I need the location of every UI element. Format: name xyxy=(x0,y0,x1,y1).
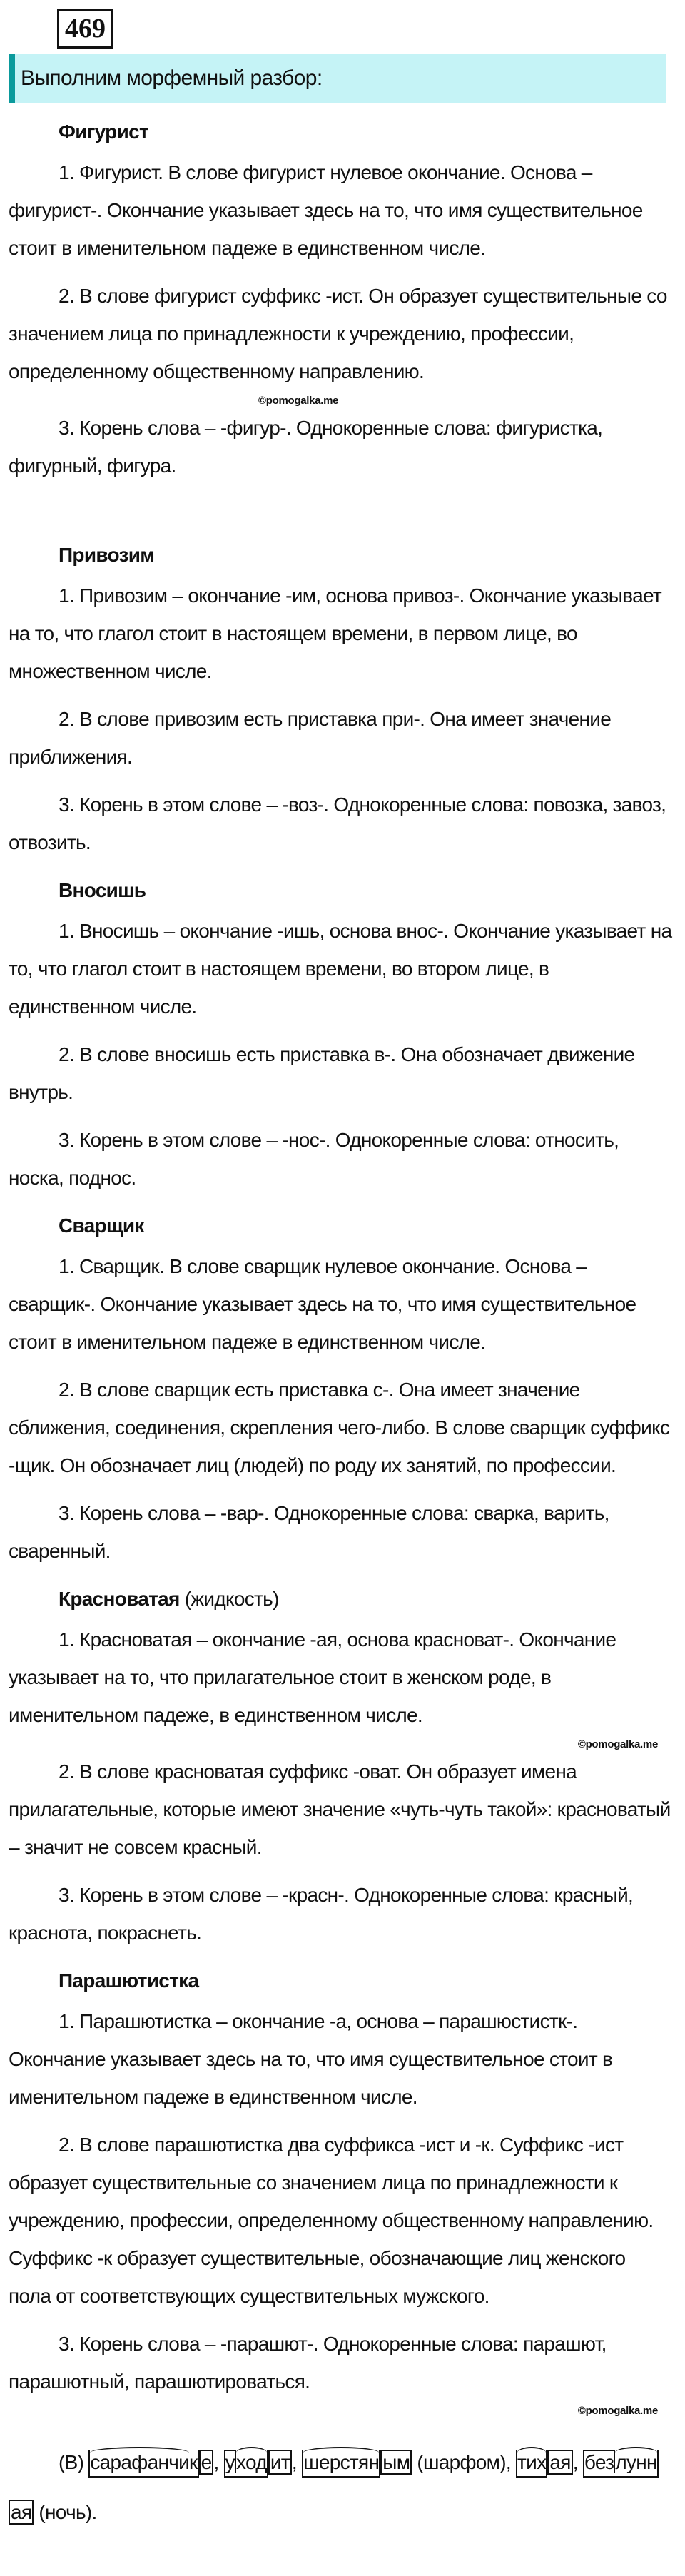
section-note: (жидкость) xyxy=(179,1588,279,1610)
word-tikhaya: тих xyxy=(516,2450,547,2478)
word-sarafanchike: сарафанчик xyxy=(88,2450,198,2478)
section-krasnovataya xyxy=(9,1580,672,1952)
word-uhodit: уход xyxy=(224,2450,268,2478)
exercise-number: 469 xyxy=(57,9,113,49)
paragraph: 3. Корень слова – -парашют-. Однокоренные слова: парашют, парашютный, парашютироваться. xyxy=(9,2333,607,2393)
paragraph: 1. Парашютистка – окончание -а, основа – парашюстистк-. Окончание указывает здесь на то, что имя существительное стоит в именительном падеже в единственном числе. xyxy=(9,2010,613,2108)
document-body xyxy=(9,107,672,2547)
paragraph: 3. Корень в этом слове – -красн-. Однокоренные слова: красный, краснота, покраснеть. xyxy=(9,1884,634,1944)
section-title: Сварщик xyxy=(59,1215,144,1237)
paragraph: 1. Вносишь – окончание -ишь, основа внос-. Окончание указывает на то, что глагол стоит в настоящем времени, во втором лице, в единственном числе. xyxy=(9,920,672,1018)
paragraph: 1. Привозим – окончание -им, основа привоз-. Окончание указывает на то, что глагол стоит в настоящем времени, в первом лице, во множественном числе. xyxy=(9,584,662,682)
paragraph: 2. В слове сварщик есть приставка с-. Она имеет значение сближения, соединения, скрепления чего-либо. В слове сварщик суффикс -щик. Он обозначает лиц (людей) по роду их занятий, по профессии. xyxy=(9,1379,670,1476)
section-title: Фигурист xyxy=(59,121,148,143)
word-sherstyanym: шерстян xyxy=(302,2450,380,2478)
paragraph: 1. Красноватая – окончание -ая, основа красноват-. Окончание указывает на то, что прилагательное стоит в женском роде, в именительном падеже, в единственном числе. xyxy=(9,1628,616,1726)
paragraph: 2. В слове красноватая суффикс -оват. Он образует имена прилагательные, которые имеют значение «чуть-чуть такой»: красноватый – значит не совсем красный. xyxy=(9,1760,671,1858)
intro-banner: Выполним морфемный разбор: xyxy=(9,54,666,103)
paragraph: 3. Корень слова – -фигур-. Однокоренные слова: фигуристка, фигурный, фигура. xyxy=(9,417,603,477)
watermark: ©pomogalka.me xyxy=(577,1738,658,1750)
watermark: ©pomogalka.me xyxy=(258,395,339,407)
paragraph: 2. В слове фигурист суффикс -ист. Он образует существительные со значением лица по принадлежности к учреждению, профессии, определенному общественному направлению. xyxy=(9,285,667,382)
morpheme-example: (В) сарафанчик е , уход ит , шерстян ым (шарфом), тих ая , безлунная (ночь). xyxy=(9,2438,672,2537)
section-title: Парашютистка xyxy=(59,1969,199,1992)
paragraph: 1. Фигурист. В слове фигурист нулевое окончание. Основа – фигурист-. Окончание указывает здесь на то, что имя существительное стоит в именительном падеже в единственном числе. xyxy=(9,161,643,259)
section-title: Вносишь xyxy=(59,879,146,901)
paragraph: 3. Корень в этом слове – -нос-. Однокоренные слова: относить, носка, поднос. xyxy=(9,1129,619,1189)
section-title: Красноватая (жидкость) xyxy=(59,1588,279,1610)
section-title: Привозим xyxy=(59,544,155,566)
paragraph: 1. Сварщик. В слове сварщик нулевое окончание. Основа – сварщик-. Окончание указывает здесь на то, что имя существительное стоит в именительном падеже в единственном числе. xyxy=(9,1255,636,1353)
section-vnosish xyxy=(9,871,672,1197)
paragraph: 2. В слове парашютистка два суффикса -ист и -к. Суффикс -ист образует существительные со значением лица по принадлежности к учреждению, профессии, определенному общественному направлению. Суффикс -к образует существительные, обозначающие лиц женского пола от соответствующих существительных мужского. xyxy=(9,2134,654,2307)
section-svarshchik xyxy=(9,1207,672,1570)
word-bezlunnaya: безлунн xyxy=(583,2450,659,2478)
paragraph: 3. Корень в этом слове – -воз-. Однокоренные слова: повозка, завоз, отвозить. xyxy=(9,793,666,853)
section-figurist xyxy=(9,113,672,485)
section-parashyutistka xyxy=(9,1962,672,2418)
section-privozim xyxy=(9,536,672,861)
paragraph: 3. Корень слова – -вар-. Однокоренные слова: сварка, варить, сваренный. xyxy=(9,1502,609,1562)
paragraph: 2. В слове вносишь есть приставка в-. Она обозначает движение внутрь. xyxy=(9,1043,635,1103)
watermark: ©pomogalka.me xyxy=(577,2405,658,2417)
paragraph: 2. В слове привозим есть приставка при-. Она имеет значение приближения. xyxy=(9,708,612,768)
